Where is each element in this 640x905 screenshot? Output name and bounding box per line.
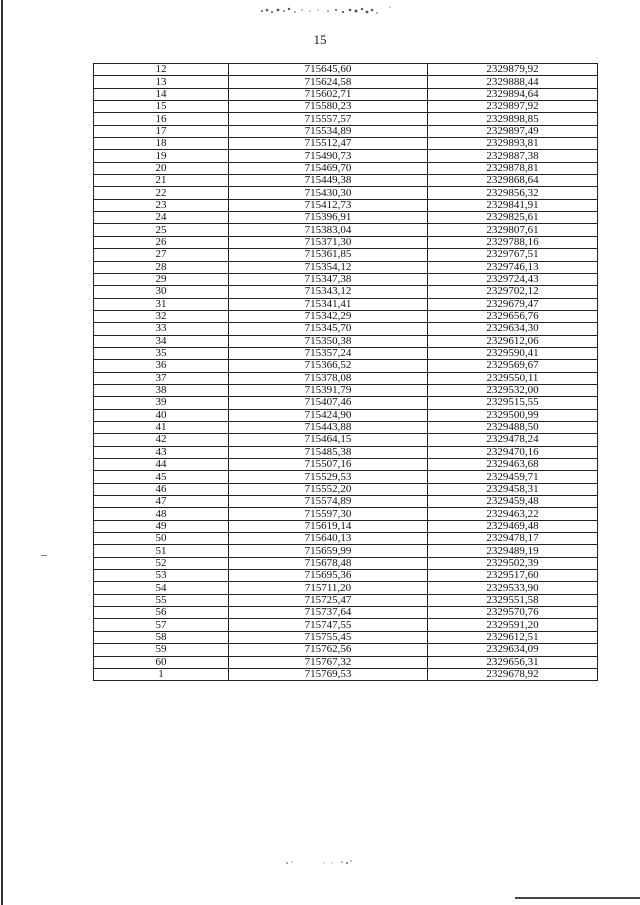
- x-coordinate-cell: 715366,52: [229, 360, 428, 372]
- x-coordinate-cell: 715357,24: [229, 347, 428, 359]
- point-number-cell: 33: [94, 323, 229, 335]
- table-row: [94, 138, 598, 150]
- y-coordinate-cell: 2329500,99: [428, 409, 598, 421]
- point-number-cell: 39: [94, 397, 229, 409]
- table-row: [94, 113, 598, 125]
- x-coordinate-cell: 715361,85: [229, 249, 428, 261]
- point-number-cell: 56: [94, 607, 229, 619]
- y-coordinate-cell: 2329888,44: [428, 76, 598, 88]
- point-number-cell: 57: [94, 619, 229, 631]
- point-number-cell: 49: [94, 520, 229, 532]
- table-row: [94, 360, 598, 372]
- point-number-cell: 26: [94, 236, 229, 248]
- table-row: [94, 64, 598, 76]
- point-number-cell: 22: [94, 187, 229, 199]
- table-row: [94, 409, 598, 421]
- y-coordinate-cell: 2329868,64: [428, 175, 598, 187]
- y-coordinate-cell: 2329458,31: [428, 483, 598, 495]
- table-row: [94, 607, 598, 619]
- x-coordinate-cell: 715659,99: [229, 545, 428, 557]
- table-row: [94, 471, 598, 483]
- x-coordinate-cell: 715350,38: [229, 335, 428, 347]
- point-number-cell: 46: [94, 483, 229, 495]
- scan-bottom-edge-line: [515, 897, 640, 899]
- point-number-cell: 12: [94, 64, 229, 76]
- y-coordinate-cell: 2329459,71: [428, 471, 598, 483]
- point-number-cell: 27: [94, 249, 229, 261]
- y-coordinate-cell: 2329570,76: [428, 607, 598, 619]
- y-coordinate-cell: 2329825,61: [428, 212, 598, 224]
- y-coordinate-cell: 2329746,13: [428, 261, 598, 273]
- point-number-cell: 23: [94, 199, 229, 211]
- table-row: [94, 150, 598, 162]
- point-number-cell: 38: [94, 384, 229, 396]
- y-coordinate-cell: 2329517,60: [428, 570, 598, 582]
- table-row: [94, 125, 598, 137]
- table-row: [94, 644, 598, 656]
- y-coordinate-cell: 2329634,09: [428, 644, 598, 656]
- y-coordinate-cell: 2329550,11: [428, 372, 598, 384]
- x-coordinate-cell: 715378,08: [229, 372, 428, 384]
- y-coordinate-cell: 2329887,38: [428, 150, 598, 162]
- x-coordinate-cell: 715347,38: [229, 273, 428, 285]
- y-coordinate-cell: 2329767,51: [428, 249, 598, 261]
- x-coordinate-cell: 715469,70: [229, 162, 428, 174]
- table-row: [94, 594, 598, 606]
- point-number-cell: 15: [94, 101, 229, 113]
- x-coordinate-cell: 715341,41: [229, 298, 428, 310]
- point-number-cell: 51: [94, 545, 229, 557]
- point-number-cell: 58: [94, 631, 229, 643]
- table-row: [94, 199, 598, 211]
- point-number-cell: 28: [94, 261, 229, 273]
- y-coordinate-cell: 2329590,41: [428, 347, 598, 359]
- x-coordinate-cell: 715443,88: [229, 421, 428, 433]
- x-coordinate-cell: 715430,30: [229, 187, 428, 199]
- table-row: [94, 273, 598, 285]
- table-row: [94, 101, 598, 113]
- y-coordinate-cell: 2329502,39: [428, 557, 598, 569]
- x-coordinate-cell: 715412,73: [229, 199, 428, 211]
- y-coordinate-cell: 2329533,90: [428, 582, 598, 594]
- table-row: [94, 520, 598, 532]
- point-number-cell: 50: [94, 533, 229, 545]
- table-row: [94, 483, 598, 495]
- x-coordinate-cell: 715552,20: [229, 483, 428, 495]
- x-coordinate-cell: 715767,32: [229, 656, 428, 668]
- x-coordinate-cell: 715343,12: [229, 286, 428, 298]
- table-row: [94, 372, 598, 384]
- y-coordinate-cell: 2329898,85: [428, 113, 598, 125]
- y-coordinate-cell: 2329897,49: [428, 125, 598, 137]
- table-row: [94, 236, 598, 248]
- point-number-cell: 34: [94, 335, 229, 347]
- point-number-cell: 1: [94, 668, 229, 680]
- x-coordinate-cell: 715490,73: [229, 150, 428, 162]
- table-row: [94, 459, 598, 471]
- table-row: [94, 397, 598, 409]
- table-row: [94, 187, 598, 199]
- table-row: [94, 212, 598, 224]
- x-coordinate-cell: 715762,56: [229, 644, 428, 656]
- x-coordinate-cell: 715574,89: [229, 496, 428, 508]
- point-number-cell: 35: [94, 347, 229, 359]
- x-coordinate-cell: 715464,15: [229, 434, 428, 446]
- point-number-cell: 60: [94, 656, 229, 668]
- table-row: [94, 619, 598, 631]
- x-coordinate-cell: 715678,48: [229, 557, 428, 569]
- y-coordinate-cell: 2329612,06: [428, 335, 598, 347]
- table-row: [94, 434, 598, 446]
- point-number-cell: 40: [94, 409, 229, 421]
- y-coordinate-cell: 2329841,91: [428, 199, 598, 211]
- x-coordinate-cell: 715624,58: [229, 76, 428, 88]
- y-coordinate-cell: 2329897,92: [428, 101, 598, 113]
- x-coordinate-cell: 715485,38: [229, 446, 428, 458]
- point-number-cell: 14: [94, 88, 229, 100]
- x-coordinate-cell: 715755,45: [229, 631, 428, 643]
- table-row: [94, 323, 598, 335]
- y-coordinate-cell: 2329478,17: [428, 533, 598, 545]
- x-coordinate-cell: 715619,14: [229, 520, 428, 532]
- x-coordinate-cell: 715534,89: [229, 125, 428, 137]
- point-number-cell: 13: [94, 76, 229, 88]
- y-coordinate-cell: 2329894,64: [428, 88, 598, 100]
- y-coordinate-cell: 2329788,16: [428, 236, 598, 248]
- x-coordinate-cell: 715407,46: [229, 397, 428, 409]
- y-coordinate-cell: 2329532,00: [428, 384, 598, 396]
- x-coordinate-cell: 715711,20: [229, 582, 428, 594]
- table-row: [94, 631, 598, 643]
- x-coordinate-cell: 715645,60: [229, 64, 428, 76]
- y-coordinate-cell: 2329488,50: [428, 421, 598, 433]
- y-coordinate-cell: 2329893,81: [428, 138, 598, 150]
- point-number-cell: 48: [94, 508, 229, 520]
- x-coordinate-cell: 715529,53: [229, 471, 428, 483]
- y-coordinate-cell: 2329678,92: [428, 668, 598, 680]
- table-row: [94, 76, 598, 88]
- point-number-cell: 30: [94, 286, 229, 298]
- x-coordinate-cell: 715396,91: [229, 212, 428, 224]
- table-row: [94, 286, 598, 298]
- x-coordinate-cell: 715602,71: [229, 88, 428, 100]
- table-row: [94, 310, 598, 322]
- point-number-cell: 42: [94, 434, 229, 446]
- point-number-cell: 47: [94, 496, 229, 508]
- y-coordinate-cell: 2329469,48: [428, 520, 598, 532]
- y-coordinate-cell: 2329702,12: [428, 286, 598, 298]
- table-row: [94, 533, 598, 545]
- y-coordinate-cell: 2329679,47: [428, 298, 598, 310]
- table-row: [94, 298, 598, 310]
- point-number-cell: 24: [94, 212, 229, 224]
- scan-noise-bottom: [284, 857, 364, 867]
- point-number-cell: 21: [94, 175, 229, 187]
- table-row: [94, 175, 598, 187]
- point-number-cell: 20: [94, 162, 229, 174]
- table-row: [94, 496, 598, 508]
- x-coordinate-cell: 715769,53: [229, 668, 428, 680]
- coordinates-table-body: [94, 64, 598, 681]
- x-coordinate-cell: 715354,12: [229, 261, 428, 273]
- point-number-cell: 53: [94, 570, 229, 582]
- y-coordinate-cell: 2329591,20: [428, 619, 598, 631]
- point-number-cell: 36: [94, 360, 229, 372]
- page-number: 15: [313, 32, 327, 47]
- y-coordinate-cell: 2329856,32: [428, 187, 598, 199]
- point-number-cell: 52: [94, 557, 229, 569]
- x-coordinate-cell: 715371,30: [229, 236, 428, 248]
- x-coordinate-cell: 715695,36: [229, 570, 428, 582]
- table-row: [94, 570, 598, 582]
- table-row: [94, 557, 598, 569]
- x-coordinate-cell: 715449,38: [229, 175, 428, 187]
- table-row: [94, 224, 598, 236]
- table-row: [94, 384, 598, 396]
- y-coordinate-cell: 2329612,51: [428, 631, 598, 643]
- x-coordinate-cell: 715424,90: [229, 409, 428, 421]
- y-coordinate-cell: 2329724,43: [428, 273, 598, 285]
- y-coordinate-cell: 2329459,48: [428, 496, 598, 508]
- margin-mark: [41, 555, 47, 556]
- y-coordinate-cell: 2329569,67: [428, 360, 598, 372]
- point-number-cell: 55: [94, 594, 229, 606]
- y-coordinate-cell: 2329879,92: [428, 64, 598, 76]
- x-coordinate-cell: 715345,70: [229, 323, 428, 335]
- table-row: [94, 508, 598, 520]
- y-coordinate-cell: 2329656,31: [428, 656, 598, 668]
- table-row: [94, 335, 598, 347]
- table-row: [94, 582, 598, 594]
- x-coordinate-cell: 715391,79: [229, 384, 428, 396]
- x-coordinate-cell: 715737,64: [229, 607, 428, 619]
- x-coordinate-cell: 715597,30: [229, 508, 428, 520]
- x-coordinate-cell: 715342,29: [229, 310, 428, 322]
- point-number-cell: 19: [94, 150, 229, 162]
- point-number-cell: 17: [94, 125, 229, 137]
- point-number-cell: 44: [94, 459, 229, 471]
- point-number-cell: 41: [94, 421, 229, 433]
- table-row: [94, 261, 598, 273]
- point-number-cell: 59: [94, 644, 229, 656]
- point-number-cell: 45: [94, 471, 229, 483]
- x-coordinate-cell: 715507,16: [229, 459, 428, 471]
- x-coordinate-cell: 715580,23: [229, 101, 428, 113]
- table-row: [94, 446, 598, 458]
- point-number-cell: 54: [94, 582, 229, 594]
- point-number-cell: 32: [94, 310, 229, 322]
- y-coordinate-cell: 2329463,68: [428, 459, 598, 471]
- x-coordinate-cell: 715640,13: [229, 533, 428, 545]
- table-row: [94, 249, 598, 261]
- y-coordinate-cell: 2329656,76: [428, 310, 598, 322]
- y-coordinate-cell: 2329489,19: [428, 545, 598, 557]
- point-number-cell: 31: [94, 298, 229, 310]
- coordinates-table: [93, 63, 598, 681]
- table-row: [94, 162, 598, 174]
- table-row: [94, 347, 598, 359]
- x-coordinate-cell: 715725,47: [229, 594, 428, 606]
- y-coordinate-cell: 2329470,16: [428, 446, 598, 458]
- point-number-cell: 16: [94, 113, 229, 125]
- point-number-cell: 43: [94, 446, 229, 458]
- x-coordinate-cell: 715747,55: [229, 619, 428, 631]
- y-coordinate-cell: 2329463,22: [428, 508, 598, 520]
- x-coordinate-cell: 715383,04: [229, 224, 428, 236]
- point-number-cell: 37: [94, 372, 229, 384]
- y-coordinate-cell: 2329478,24: [428, 434, 598, 446]
- table-row: [94, 88, 598, 100]
- point-number-cell: 29: [94, 273, 229, 285]
- y-coordinate-cell: 2329515,55: [428, 397, 598, 409]
- x-coordinate-cell: 715557,57: [229, 113, 428, 125]
- y-coordinate-cell: 2329634,30: [428, 323, 598, 335]
- table-row: [94, 668, 598, 680]
- table-row: [94, 421, 598, 433]
- table-row: [94, 545, 598, 557]
- point-number-cell: 25: [94, 224, 229, 236]
- y-coordinate-cell: 2329551,58: [428, 594, 598, 606]
- y-coordinate-cell: 2329807,61: [428, 224, 598, 236]
- scan-noise-top: [258, 3, 408, 17]
- table-row: [94, 656, 598, 668]
- scan-left-edge-line: [1, 0, 3, 905]
- x-coordinate-cell: 715512,47: [229, 138, 428, 150]
- point-number-cell: 18: [94, 138, 229, 150]
- y-coordinate-cell: 2329878,81: [428, 162, 598, 174]
